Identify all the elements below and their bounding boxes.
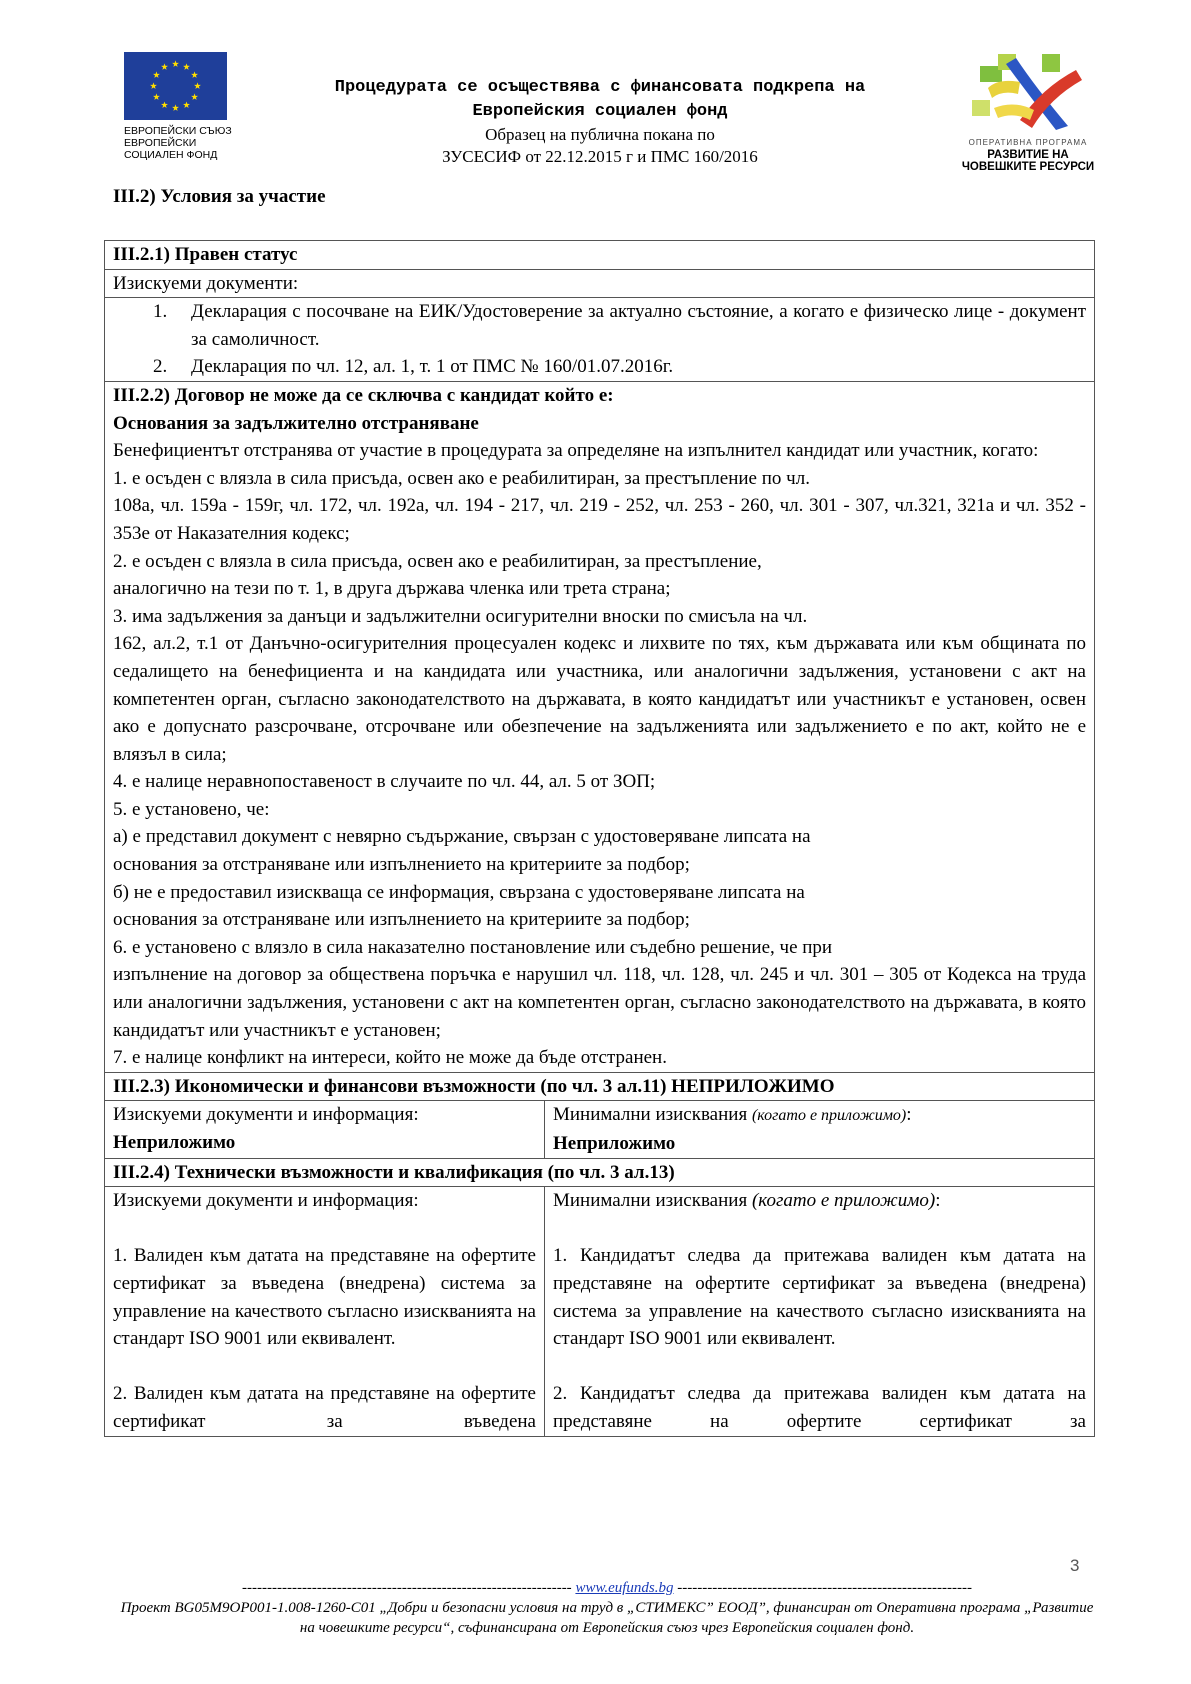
eu-star [191, 93, 198, 100]
exclusion-point-4: 4. е налице неравнопоставеност в случаите по чл. 44, ал. 5 от ЗОП; [113, 771, 656, 793]
header-text [250, 76, 950, 168]
technical-content-row [105, 1187, 1095, 1436]
eu-star [183, 63, 190, 70]
eu-star [150, 82, 157, 89]
operational-programme-logo [958, 48, 1098, 173]
list-item: 2. Декларация по чл. 12, ал. 1, т. 1 от ПМС № 160/01.07.2016г. [153, 356, 674, 378]
exclusion-grounds-row [105, 381, 1095, 1072]
exclusion-point-1b: 108а, чл. 159а - 159г, чл. 172, чл. 192а, чл. 194 - 217, чл. 219 - 252, чл. 253 - 260, чл. 301 - 307, чл.321, 321а и чл. 352 - 353е от Наказателния кодекс; [113, 495, 1086, 544]
eu-star [191, 71, 198, 78]
legal-status-title-row [105, 241, 1095, 270]
economic-docs-value: Неприложимо [113, 1132, 236, 1153]
eu-star [153, 93, 160, 100]
exclusion-point-6a: 6. е установено с влязло в сила наказателно постановление или съдебно решение, че при [113, 936, 833, 958]
exclusion-subtitle: Основания за задължително отстраняване [113, 412, 479, 434]
header-line-1: Процедурата се осъществява с финансовата подкрепа на [334, 78, 866, 97]
technical-title: III.2.4) Технически възможности и квалификация (по чл. 3 ал.13) [105, 1158, 1095, 1187]
conditions-table [104, 240, 1095, 1437]
eu-logo-text: ЕВРОПЕЙСКИ СЪЮЗ ЕВРОПЕЙСКИ СОЦИАЛЕН ФОНД [124, 125, 232, 161]
header-line-2: Европейския социален фонд [472, 102, 728, 121]
legal-status-label-row [105, 269, 1095, 298]
exclusion-point-5: 5. е установено, че: [113, 798, 270, 820]
op-logo-text: ОПЕРАТИВНА ПРОГРАМА РАЗВИТИЕ НА ЧОВЕШКИТЕ РЕСУРСИ [961, 138, 1095, 173]
technical-docs-item-2: 2. Валиден към датата на представяне на офертите сертификат за въведена [113, 1383, 536, 1432]
technical-min-req-label: Минимални изисквания (когато е приложимо): [553, 1190, 941, 1212]
required-documents-list [113, 298, 1086, 381]
exclusion-point-2a: 2. е осъден с влязла в сила присъда, освен ако е реабилитиран, за престъпление, [113, 550, 762, 572]
exclusion-point-5b1: б) не е предоставил изискваща се информация, свързана с удостоверяване липсата на [113, 881, 805, 903]
eu-flag-icon [124, 52, 227, 120]
exclusion-point-3b: 162, ал.2, т.1 от Данъчно-осигурителния процесуален кодекс и лихвите по тях, към държавата или към общината по седалището на бенефициента и на кандидата или участника, или аналогични задължения, установени с акт на компетентен орган, съгласно законодателството на държавата, в която кандидатът или участникът е установен, освен ако е допуснато разсрочване, отсрочване или обезпечение на задълженията или задължението е по акт, който не е влязъл в сила; [113, 633, 1086, 765]
required-documents-label: Изискуеми документи: [105, 269, 1095, 298]
eu-star [153, 71, 160, 78]
eu-star [194, 82, 201, 89]
footer-project-text: Проект BG05M9OP001-1.008-1260-C01 „Добри и безопасни условия на труд в „СТИМЕКС” ЕООД”, финансиран от Оперативна програма „Развитие на човешките ресурси“, съфинансирана от Европейския съюз чрез Европейския социален фонд. [120, 1600, 1094, 1636]
economic-title-row [105, 1072, 1095, 1101]
eu-star [172, 60, 179, 67]
technical-min-req-item-2: 2. Кандидатът следва да притежава валиден към датата на представяне на офертите сертификат за [553, 1383, 1086, 1432]
list-item: 1. Декларация с посочване на ЕИК/Удостоверение за актуално състояние, а когато е физическо лице - документ за самоличност. [153, 301, 1086, 350]
eu-logo [112, 52, 232, 161]
exclusion-point-5a1: а) е представил документ с невярно съдържание, свързан с удостоверяване липсата на [113, 826, 811, 848]
eu-star [161, 63, 168, 70]
exclusion-point-3a: 3. има задължения за данъци и задължителни осигурителни вноски по смисъла на чл. [113, 605, 808, 627]
economic-docs-label: Изискуеми документи и информация: [113, 1104, 419, 1126]
eu-star [183, 101, 190, 108]
page-number: 3 [1070, 1556, 1080, 1575]
legal-status-docs-row [105, 298, 1095, 382]
hr-programme-emblem-icon [958, 48, 1098, 132]
economic-content-row [105, 1101, 1095, 1158]
exclusion-point-7: 7. е налице конфликт на интереси, който не може да бъде отстранен. [113, 1047, 667, 1069]
footer [112, 1578, 1102, 1638]
exclusion-point-1a: 1. е осъден с влязла в сила присъда, освен ако е реабилитиран, за престъпление по чл. [113, 467, 810, 489]
footer-link-line: ------------------------------------------------------------------ www.eufunds.bg ----------------------------------------------------------- [242, 1580, 972, 1596]
technical-min-req-item-1: 1. Кандидатът следва да притежава валиден към датата на представяне на офертите сертификат за въведена (внедрена) система за управление на качеството съгласно изискванията на стандарт ISO 9001 или еквивалент. [553, 1245, 1086, 1350]
technical-docs-label: Изискуеми документи и информация: [113, 1190, 419, 1212]
exclusion-point-6b: изпълнение на договор за обществена поръчка е нарушил чл. 118, чл. 128, чл. 245 и чл. 301 – 305 от Кодекса на труда или аналогични задължения, установени с акт на компетентен орган, съгласно законодателството на държавата, в която кандидатът или участникът е установен; [113, 964, 1086, 1041]
eufunds-link[interactable]: www.eufunds.bg [575, 1580, 674, 1596]
technical-docs-item-1: 1. Валиден към датата на представяне на офертите сертификат за въведена (внедрена) система за управление на качеството съгласно изискванията на стандарт ISO 9001 или еквивалент. [113, 1245, 536, 1350]
eu-star [172, 104, 179, 111]
exclusion-point-5a2: основания за отстраняване или изпълнението на критериите за подбор; [113, 854, 690, 876]
exclusion-point-5b2: основания за отстраняване или изпълнението на критериите за подбор; [113, 909, 690, 931]
economic-min-req-value: Неприложимо [553, 1133, 676, 1154]
exclusion-intro: Бенефициентът отстранява от участие в процедурата за определяне на изпълнител кандидат или участник, когато: [113, 440, 1039, 462]
eu-star [161, 101, 168, 108]
economic-title: III.2.3) Икономически и финансови възможности (по чл. 3 ал.11) НЕПРИЛОЖИМО [105, 1072, 1095, 1101]
legal-status-title: III.2.1) Правен статус [105, 241, 1095, 270]
economic-min-req-label: Минимални изисквания (когато е приложимо): [553, 1104, 912, 1126]
technical-title-row [105, 1158, 1095, 1187]
header-line-3: Образец на публична покана по [485, 125, 715, 144]
header-line-4: ЗУСЕСИФ от 22.12.2015 г и ПМС 160/2016 [442, 147, 758, 166]
section-title: III.2) Условия за участие [113, 186, 326, 207]
exclusion-title: III.2.2) Договор не може да се сключва с кандидат който е: [113, 384, 614, 406]
exclusion-point-2b: аналогично на тези по т. 1, в друга държава членка или трета страна; [113, 578, 671, 600]
